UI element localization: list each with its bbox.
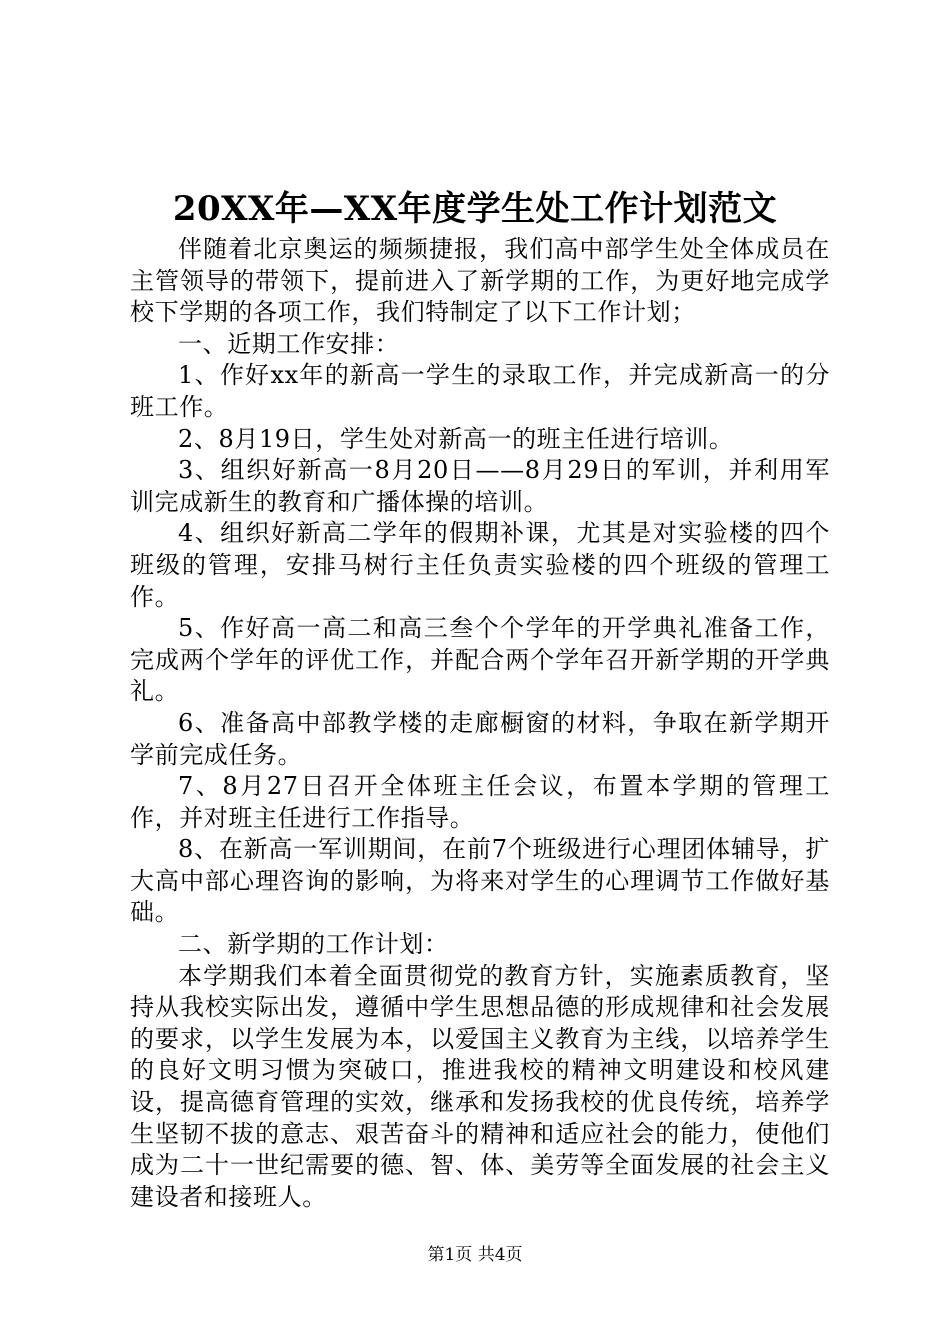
list-item-8: 8、在新高一军训期间，在前7个班级进行心理团体辅导，扩大高中部心理咨询的影响，为将来对学生的心理调节工作做好基础。 bbox=[130, 835, 830, 927]
page-number-footer: 第1页 共4页 bbox=[427, 1245, 523, 1265]
list-item-6: 6、准备高中部教学楼的走廊橱窗的材料，争取在新学期开学前完成任务。 bbox=[130, 708, 830, 769]
intro-paragraph: 伴随着北京奥运的频频捷报，我们高中部学生处全体成员在主管领导的带领下，提前进入了新学期的工作，为更好地完成学校下学期的各项工作，我们特制定了以下工作计划； bbox=[130, 235, 830, 327]
list-item-5: 5、作好高一高二和高三叁个个学年的开学典礼准备工作，完成两个学年的评优工作，并配合两个学年召开新学期的开学典礼。 bbox=[130, 614, 830, 706]
list-item-1: 1、作好xx年的新高一学生的录取工作，并完成新高一的分班工作。 bbox=[130, 361, 830, 421]
document-title: 20XX年—XX年度学生处工作计划范文 bbox=[172, 189, 778, 229]
list-item-4: 4、组织好新高二学年的假期补课，尤其是对实验楼的四个班级的管理，安排马树行主任负责实验楼的四个班级的管理工作。 bbox=[130, 519, 830, 611]
section-heading-near-term: 一、近期工作安排： bbox=[178, 329, 400, 358]
document-body bbox=[130, 234, 830, 1213]
list-item-7: 7、8月27日召开全体班主任会议，布置本学期的管理工作，并对班主任进行工作指导。 bbox=[130, 772, 830, 832]
semester-plan-paragraph: 本学期我们本着全面贯彻党的教育方针，实施素质教育，坚持从我校实际出发，遵循中学生思想品德的形成规律和社会发展的要求，以学生发展为本，以爱国主义教育为主线，以培养学生的良好文明习惯为突破口，推进我校的精神文明建设和校风建设，提高德育管理的实效，继承和发扬我校的优良传统，培养学生坚韧不拔的意志、艰苦奋斗的精神和适应社会的能力，使他们成为二十一世纪需要的德、智、体、美劳等全面发展的社会主义建设者和接班人。 bbox=[130, 961, 830, 1211]
list-item-2: 2、8月19日，学生处对新高一的班主任进行培训。 bbox=[178, 424, 734, 453]
section-heading-semester-plan: 二、新学期的工作计划： bbox=[178, 930, 449, 959]
list-item-3: 3、组织好新高一8月20日——8月29日的军训，并利用军训完成新生的教育和广播体操的培训。 bbox=[130, 456, 830, 516]
